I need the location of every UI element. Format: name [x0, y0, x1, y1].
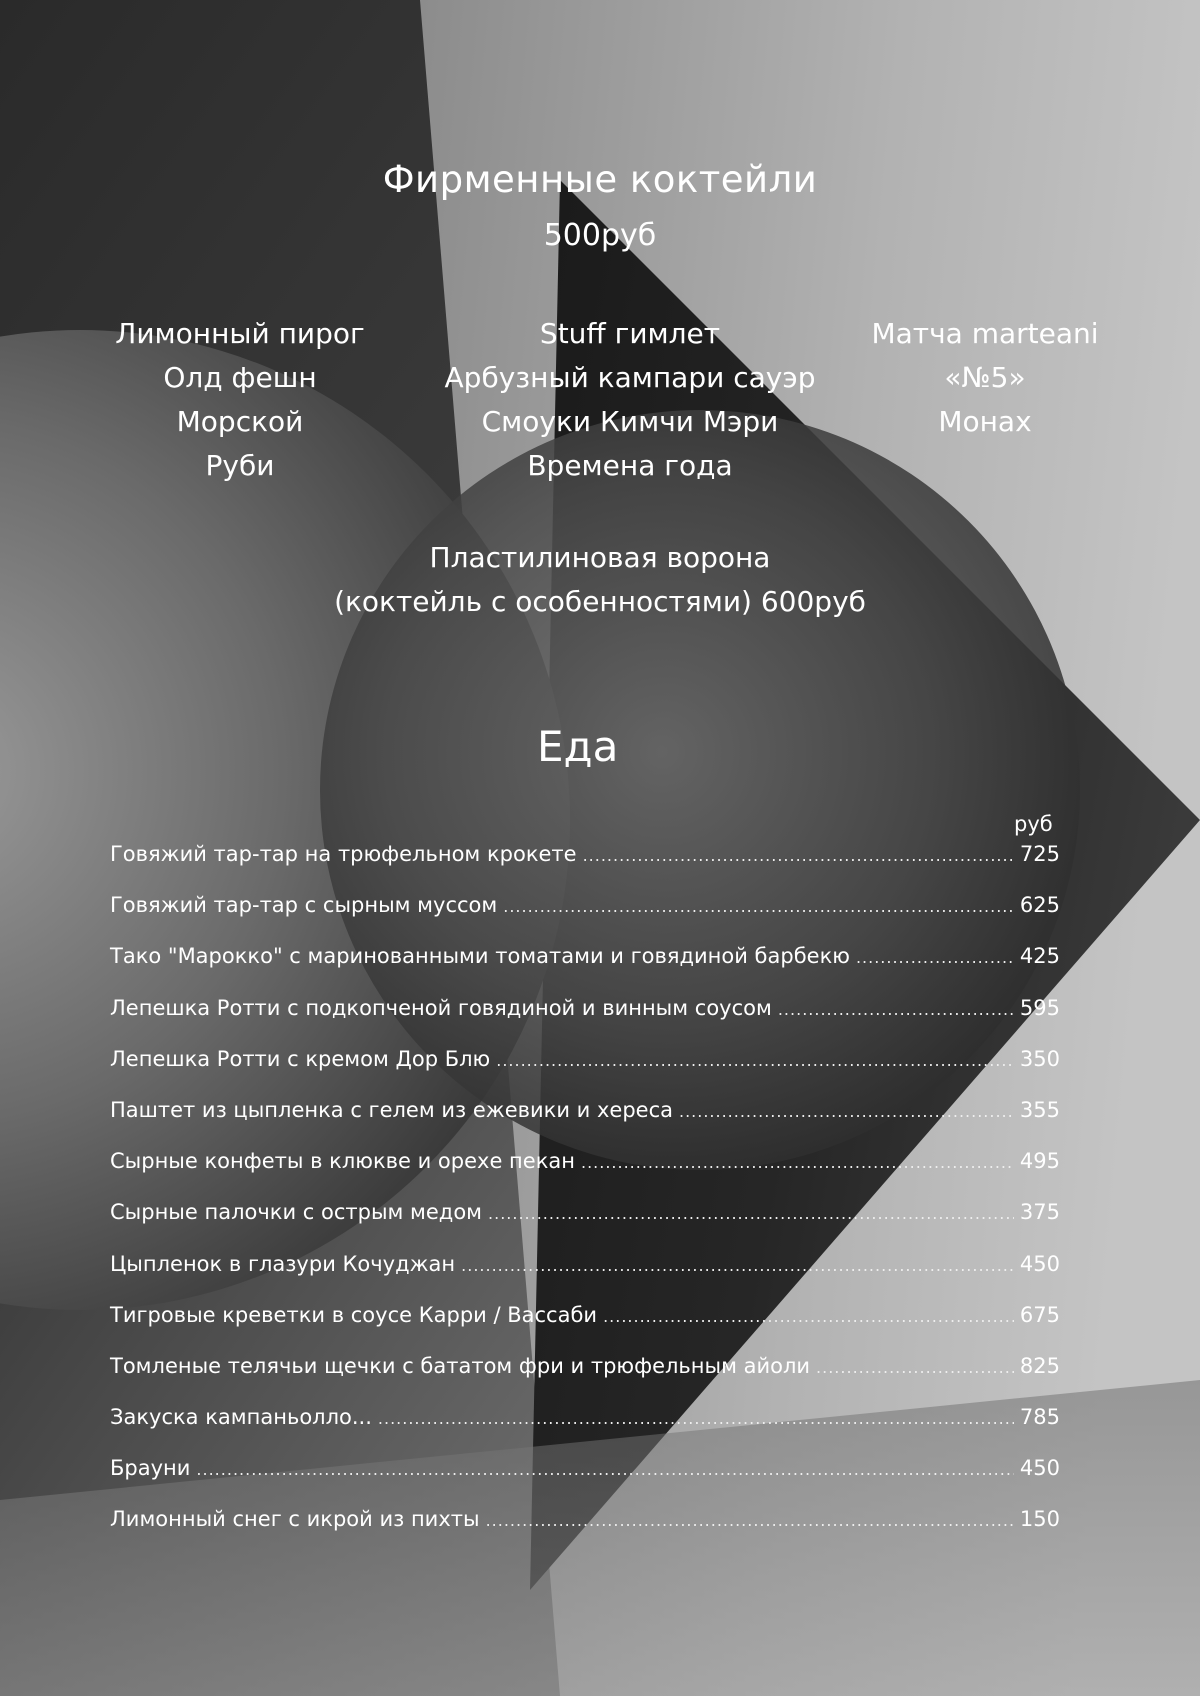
- food-item-name: Закуска кампаньолло...: [110, 1405, 372, 1430]
- food-item-price: 625: [1019, 893, 1060, 918]
- food-item-name: Томленые телячьи щечки с бататом фри и трюфельным айоли: [110, 1353, 811, 1378]
- food-item-price: 450: [1019, 1456, 1060, 1481]
- cocktail-item: Морской: [176, 405, 304, 438]
- food-item-name: Тако "Марокко" с маринованными томатами и говядиной барбекю: [110, 944, 850, 969]
- food-item-price: 450: [1019, 1251, 1060, 1276]
- special-cocktail: [0, 536, 1200, 624]
- food-item-name: Паштет из цыпленка с гелем из ежевики и хереса: [110, 1097, 673, 1122]
- price-unit-label: руб: [1014, 812, 1053, 836]
- food-title: Еда: [537, 722, 619, 771]
- food-item-name: Сырные конфеты в клюкве и орехе пекан: [110, 1149, 575, 1174]
- food-item: [110, 1200, 1060, 1251]
- food-item-name: Сырные палочки с острым медом: [110, 1200, 483, 1225]
- food-item-price: 595: [1019, 995, 1060, 1020]
- dot-leader: [679, 1102, 1014, 1121]
- dot-leader: [778, 1000, 1014, 1019]
- food-item: [110, 1047, 1060, 1098]
- food-item-name: Лепешка Ротти с кремом Дор Блю: [110, 1046, 491, 1071]
- dot-leader: [503, 897, 1014, 916]
- food-item: [110, 1507, 1060, 1558]
- food-item: [110, 842, 1060, 893]
- cocktail-item: Времена года: [527, 449, 733, 482]
- dot-leader: [496, 1051, 1014, 1070]
- cocktail-column-1: [90, 312, 390, 488]
- cocktail-item: Матча marteani: [871, 317, 1099, 350]
- food-item-name: Говяжий тар-тар с сырным муссом: [110, 893, 498, 918]
- dot-leader: [486, 1511, 1014, 1530]
- dot-leader: [856, 948, 1014, 967]
- cocktails-price: 500руб: [543, 218, 657, 253]
- food-item: [110, 893, 1060, 944]
- dot-leader: [196, 1460, 1013, 1479]
- special-cocktail-note: (коктейль с особенностями) 600руб: [334, 585, 866, 618]
- food-item-price: 350: [1019, 1046, 1060, 1071]
- cocktail-item: Арбузный кампари сауэр: [444, 361, 816, 394]
- food-item: [110, 1303, 1060, 1354]
- food-item-price: 785: [1019, 1405, 1060, 1430]
- food-item-price: 355: [1019, 1097, 1060, 1122]
- food-item: [110, 1149, 1060, 1200]
- cocktail-item: Смоуки Кимчи Мэри: [481, 405, 779, 438]
- food-item: [110, 944, 1060, 995]
- cocktail-column-3: [840, 312, 1130, 444]
- dot-leader: [816, 1358, 1014, 1377]
- food-item-name: Тигровые креветки в соусе Карри / Вассаби: [110, 1302, 598, 1327]
- food-item: [110, 1098, 1060, 1149]
- food-item-name: Брауни: [110, 1456, 191, 1481]
- cocktail-item: Олд фешн: [163, 361, 317, 394]
- food-item-name: Цыпленок в глазури Кочуджан: [110, 1251, 456, 1276]
- food-item-name: Лимонный снег с икрой из пихты: [110, 1507, 480, 1532]
- food-item-price: 825: [1019, 1353, 1060, 1378]
- food-item-price: 150: [1019, 1507, 1060, 1532]
- food-item: [110, 1405, 1060, 1456]
- cocktail-item: Stuff гимлет: [539, 317, 721, 350]
- food-item-name: Говяжий тар-тар на трюфельном крокете: [110, 842, 577, 866]
- food-item-price: 675: [1019, 1302, 1060, 1327]
- food-item-price: 375: [1019, 1200, 1060, 1225]
- cocktail-column-2: [430, 312, 830, 488]
- food-item-price: 425: [1019, 944, 1060, 969]
- food-item: [110, 1354, 1060, 1405]
- dot-leader: [461, 1256, 1014, 1275]
- dot-leader: [583, 846, 1014, 865]
- cocktail-item: Руби: [205, 449, 275, 482]
- cocktail-item: Лимонный пирог: [115, 317, 365, 350]
- dot-leader: [581, 1153, 1014, 1172]
- food-item: [110, 1456, 1060, 1507]
- cocktails-title: Фирменные коктейли: [382, 158, 818, 201]
- dot-leader: [378, 1409, 1014, 1428]
- dot-leader: [603, 1307, 1014, 1326]
- dot-leader: [488, 1204, 1014, 1223]
- food-item: [110, 996, 1060, 1047]
- special-cocktail-name: Пластилиновая ворона: [429, 541, 771, 574]
- food-list: [110, 842, 1060, 1559]
- food-item-price: 725: [1019, 842, 1060, 866]
- food-item: [110, 1252, 1060, 1303]
- food-item-price: 495: [1019, 1149, 1060, 1174]
- food-item-name: Лепешка Ротти с подкопченой говядиной и винным соусом: [110, 995, 772, 1020]
- cocktail-item: Монах: [938, 405, 1032, 438]
- cocktail-item: «№5»: [944, 361, 1026, 394]
